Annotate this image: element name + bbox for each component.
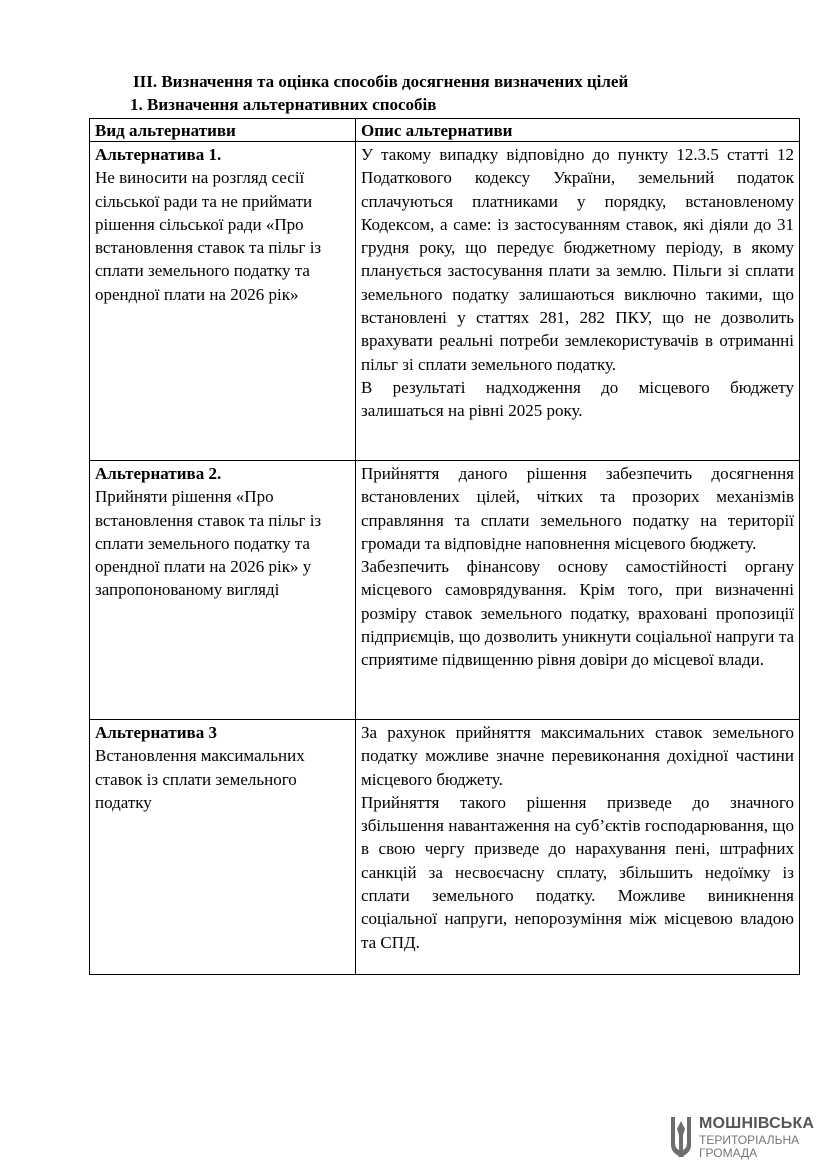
alternatives-table: [89, 118, 800, 975]
footer-logo: [668, 1115, 814, 1159]
description-cell: [356, 142, 800, 461]
logo-text: [699, 1116, 814, 1159]
alternative-cell: [90, 142, 356, 461]
section-title: III. Визначення та оцінка способів досягнення визначених цілей: [133, 72, 629, 91]
alternative-title: Альтернатива 3: [95, 723, 217, 742]
alternative-cell: [90, 720, 356, 975]
description-paragraph: В результаті надходження до місцевого бюджету залишаться на рівні 2025 року.: [361, 377, 794, 421]
alternative-title: Альтернатива 2.: [95, 464, 222, 483]
table-row: [90, 461, 800, 720]
logo-line-2: ТЕРИТОРІАЛЬНА: [699, 1132, 800, 1147]
table-row: [90, 720, 800, 975]
logo-line-3: ГРОМАДА: [699, 1145, 758, 1160]
logo-line-1: МОШНІВСЬКА: [699, 1114, 815, 1132]
description-paragraph: Прийняття такого рішення призведе до значного збільшення навантаження на суб’єктів господарювання, що в свою чергу призведе до нарахування пені, штрафних санкцій за несвоєчасну сплату, збільшить недоїмку із сплати земельного податку. Можливе виникнення соціальної напруги, непорозуміння між місцевою владою та СПД.: [361, 792, 794, 952]
column-header-type: Вид альтернативи: [90, 119, 356, 142]
alternative-title: Альтернатива 1.: [95, 145, 222, 164]
subsection-title: 1. Визначення альтернативних способів: [130, 95, 437, 114]
description-paragraph: У такому випадку відповідно до пункту 12.3.5 статті 12 Податкового кодексу України, земельний податок сплачуються платниками у порядку, встановленому Кодексом, а саме: із застосуванням ставок, які діяли до 31 грудня року, що передує бюджетному періоду, в якому планується застосування плати за землю. Пільги зі сплати земельного податку залишаються виключно такими, що встановлені у статтях 281, 282 ПКУ, що не дозволить врахувати реальні потреби землекористувачів в отриманні пільг зі сплати земельного податку.: [361, 145, 794, 374]
column-header-description: Опис альтернативи: [356, 119, 800, 142]
trident-icon: [668, 1115, 694, 1159]
description-paragraph: Прийняття даного рішення забезпечить досягнення встановлених цілей, чітких та прозорих механізмів справляння та сплати земельного податку на території громади та відповідне наповнення місцевого бюджету.: [361, 464, 794, 553]
table-header-row: [90, 119, 800, 142]
description-cell: [356, 461, 800, 720]
description-paragraph: За рахунок прийняття максимальних ставок земельного податку можливе значне перевиконання дохідної частини місцевого бюджету.: [361, 723, 794, 789]
alternative-name: Встановлення максимальних ставок із сплати земельного податку: [95, 746, 305, 812]
alternative-cell: [90, 461, 356, 720]
alternative-name: Прийняти рішення «Про встановлення ставок та пільг із сплати земельного податку та орендної плати на 2026 рік» у запропонованому вигляді: [95, 487, 322, 600]
alternative-name: Не виносити на розгляд сесії сільської ради та не приймати рішення сільської ради «Про встановлення ставок та пільг із сплати земельного податку та орендної плати на 2026 рік»: [95, 168, 322, 304]
table-row: [90, 142, 800, 461]
description-paragraph: Забезпечить фінансову основу самостійності органу місцевого самоврядування. Крім того, при визначенні розміру ставок земельного податку, враховані пропозиції підприємців, що дозволить уникнути соціальної напруги та сприятиме підвищенню рівня довіри до місцевої влади.: [361, 557, 794, 670]
description-cell: [356, 720, 800, 975]
